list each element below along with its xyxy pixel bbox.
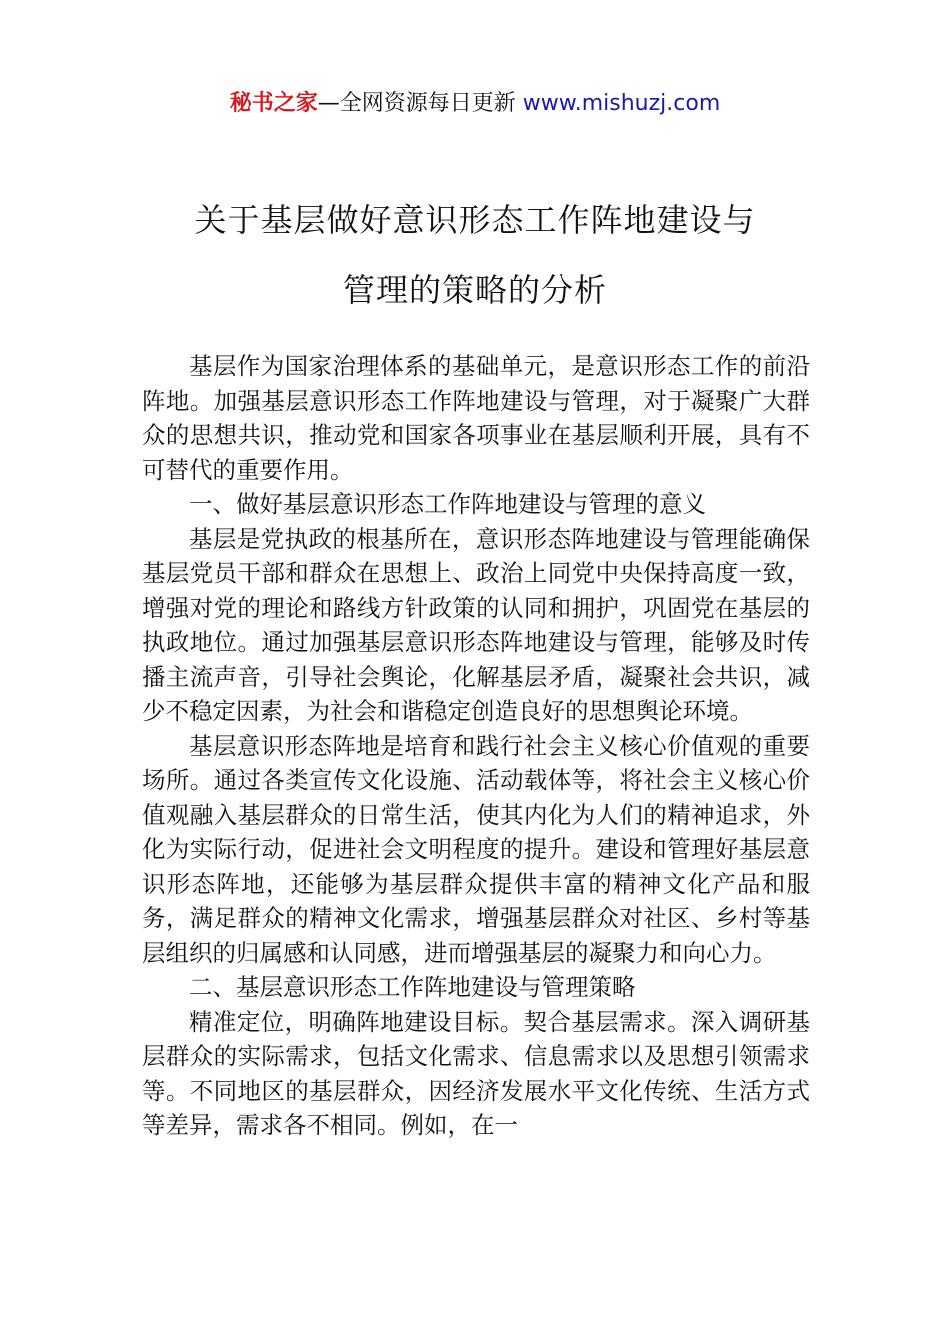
paragraph-significance-1: 基层是党执政的根基所在，意识形态阵地建设与管理能确保基层党员干部和群众在思想上、政治上同党中央保持高度一致，增强对党的理论和路线方针政策的认同和拥护，巩固党在基层的执政地位。通过加强基层意识形态阵地建设与管理，能够及时传播主流声音，引导社会舆论，化解基层矛盾，凝聚社会共识，减少不稳定因素，为社会和谐稳定创造良好的思想舆论环境。 <box>142 524 810 725</box>
document-body <box>142 349 810 1143</box>
section-heading-1: 一、做好基层意识形态工作阵地建设与管理的意义 <box>189 490 706 518</box>
site-tagline: 全网资源每日更新 <box>339 91 516 116</box>
title-line-1: 关于基层做好意识形态工作阵地建设与 <box>194 201 756 239</box>
header-separator: — <box>317 91 340 116</box>
document-title <box>0 185 950 325</box>
site-url-link[interactable]: www.mishuzj.com <box>522 91 721 116</box>
paragraph-significance-2: 基层意识形态阵地是培育和践行社会主义核心价值观的重要场所。通过各类宣传文化设施、活动载体等，将社会主义核心价值观融入基层群众的日常生活，使其内化为人们的精神追求，外化为实际行动，促进社会文明程度的提升。建设和管理好基层意识形态阵地，还能够为基层群众提供丰富的精神文化产品和服务，满足群众的精神文化需求，增强基层群众对社区、乡村等基层组织的归属感和认同感，进而增强基层的凝聚力和向心力。 <box>142 731 810 967</box>
site-brand: 秘书之家 <box>229 91 318 116</box>
section-heading-2: 二、基层意识形态工作阵地建设与管理策略 <box>189 973 636 1001</box>
site-header <box>0 88 950 120</box>
paragraph-strategy-1: 精准定位，明确阵地建设目标。契合基层需求。深入调研基层群众的实际需求，包括文化需求、信息需求以及思想引领需求等。不同地区的基层群众，因经济发展水平文化传统、生活方式等差异，需求各不相同。例如，在一 <box>142 1007 810 1139</box>
title-line-2: 管理的策略的分析 <box>342 271 607 309</box>
paragraph-intro: 基层作为国家治理体系的基础单元，是意识形态工作的前沿阵地。加强基层意识形态工作阵地建设与管理，对于凝聚广大群众的思想共识，推动党和国家各项事业在基层顺利开展，具有不可替代的重要作用。 <box>142 352 810 484</box>
